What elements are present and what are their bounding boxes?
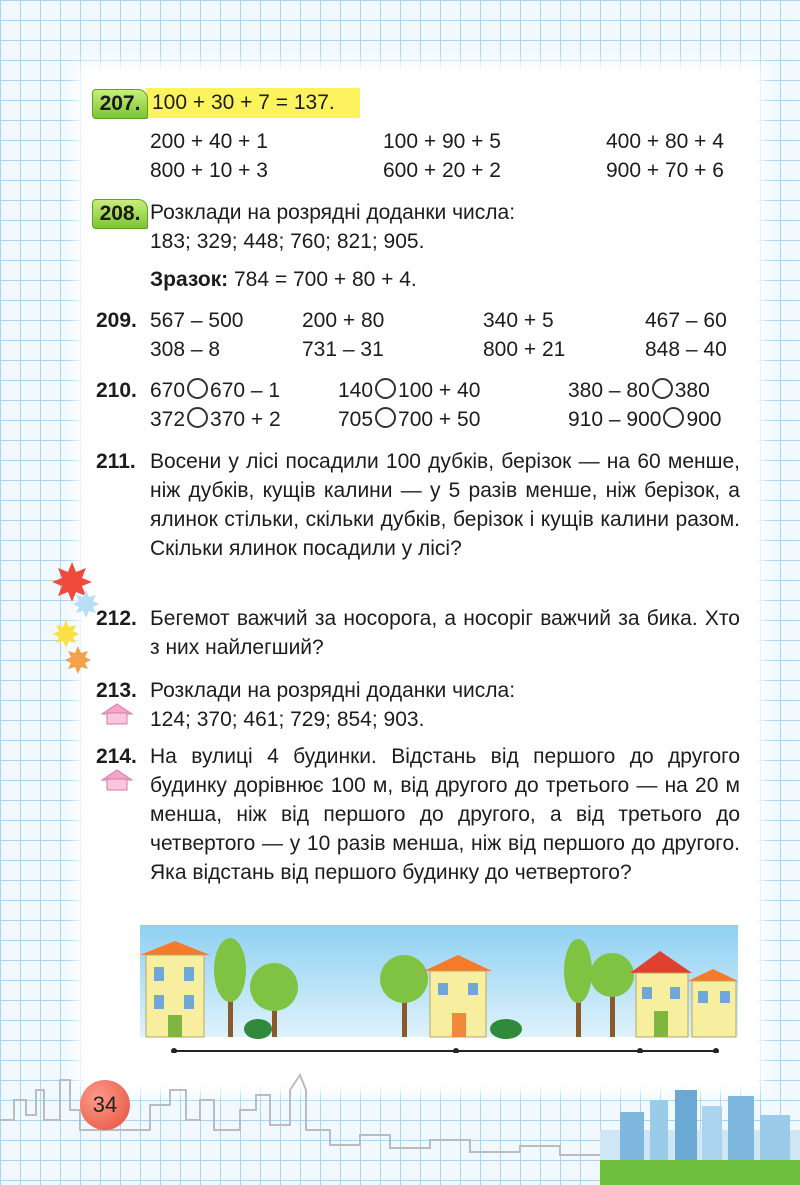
cmp-right: 100 + 40 — [398, 379, 481, 402]
ex211-text: Восени у лісі посадили 100 дубків, берізок — на 60 менше, ніж дубків, кущів калини — у 5 разів менше, ніж берізок, а ялинок стільки, скільки дубків, берізок і кущів калини разом. Скільки ялинок посадили у лісі? — [150, 450, 740, 560]
house-icon — [100, 702, 134, 726]
ex207-expr: 600 + 20 + 2 — [383, 159, 501, 182]
ex207-expr: 900 + 70 + 6 — [606, 159, 724, 182]
street-illustration — [140, 925, 738, 1053]
cmp-left: 380 – 80 — [568, 379, 650, 402]
compare-circle-icon — [375, 378, 396, 399]
ex210-compare — [568, 405, 721, 434]
ex210-compare — [150, 376, 280, 405]
house-1-icon — [140, 941, 210, 1037]
ex214-text: На вулиці 4 будинки. Відстань від першого до другого будинку дорівнює 100 м, від другого до третього — на 20 м менша, ніж від першого до другого, а від третього до четвертого — у 10 разів менша, ніж від першого до другого. Яка відстань від першого будинку до четвертого? — [150, 745, 740, 884]
ex210-compare — [568, 376, 710, 405]
ex207-expr: 400 + 80 + 4 — [606, 130, 724, 153]
ex212-text: Бегемот важчий за носорога, а носоріг важчий за бика. Хто з них найлегший? — [150, 607, 740, 659]
ex208-sample — [150, 265, 417, 294]
compare-circle-icon — [652, 378, 673, 399]
ex207-example: 100 + 30 + 7 = 137. — [152, 91, 335, 114]
compare-circle-icon — [187, 378, 208, 399]
ex213-numbers: 124; 370; 461; 729; 854; 903. — [150, 708, 425, 731]
cmp-right: 670 – 1 — [210, 379, 281, 402]
ex209-expr: 308 – 8 — [150, 338, 221, 361]
cmp-right: 370 + 2 — [210, 408, 281, 431]
ex208-task: Розклади на розрядні доданки числа: — [150, 201, 516, 224]
ex210-compare — [150, 405, 281, 434]
ex209-expr: 567 – 500 — [150, 309, 244, 332]
house-icon — [100, 768, 134, 792]
compare-circle-icon — [375, 407, 396, 428]
sample-label: Зразок: — [150, 268, 229, 291]
cmp-right: 900 — [686, 408, 722, 431]
ex210-compare — [338, 376, 480, 405]
cmp-left: 372 — [150, 408, 186, 431]
exercise-213-number: 213. — [96, 679, 137, 702]
ex207-expr: 100 + 90 + 5 — [383, 130, 501, 153]
ex207-expr: 800 + 10 + 3 — [150, 159, 268, 182]
ex209-expr: 848 – 40 — [645, 338, 727, 361]
cmp-right: 700 + 50 — [398, 408, 481, 431]
compare-circle-icon — [187, 407, 208, 428]
ex209-expr: 200 + 80 — [302, 309, 385, 332]
exercise-208-number: 208. — [92, 199, 148, 229]
exercise-209-number: 209. — [96, 309, 137, 332]
flower-decoration-icon — [52, 560, 102, 680]
ex209-expr: 340 + 5 — [483, 309, 554, 332]
house-4-icon — [688, 969, 738, 1037]
ex210-compare — [338, 405, 480, 434]
cmp-left: 910 – 900 — [568, 408, 662, 431]
exercise-212-number: 212. — [96, 607, 137, 630]
sample-text: 784 = 700 + 80 + 4. — [228, 268, 417, 291]
compare-circle-icon — [663, 407, 684, 428]
page-number: 34 — [80, 1080, 130, 1130]
ex209-expr: 800 + 21 — [483, 338, 566, 361]
exercise-207-number: 207. — [92, 89, 148, 119]
exercise-210-number: 210. — [96, 379, 137, 402]
exercise-214-number: 214. — [96, 745, 137, 768]
ex209-expr: 731 – 31 — [302, 338, 384, 361]
ex213-task: Розклади на розрядні доданки числа: — [150, 679, 516, 702]
ex208-numbers: 183; 329; 448; 760; 821; 905. — [150, 230, 425, 253]
cmp-left: 705 — [338, 408, 374, 431]
cmp-left: 670 — [150, 379, 186, 402]
ex207-expr: 200 + 40 + 1 — [150, 130, 268, 153]
exercise-211-number: 211. — [96, 450, 136, 473]
cmp-right: 380 — [674, 379, 710, 402]
ex209-expr: 467 – 60 — [645, 309, 727, 332]
cmp-left: 140 — [338, 379, 374, 402]
